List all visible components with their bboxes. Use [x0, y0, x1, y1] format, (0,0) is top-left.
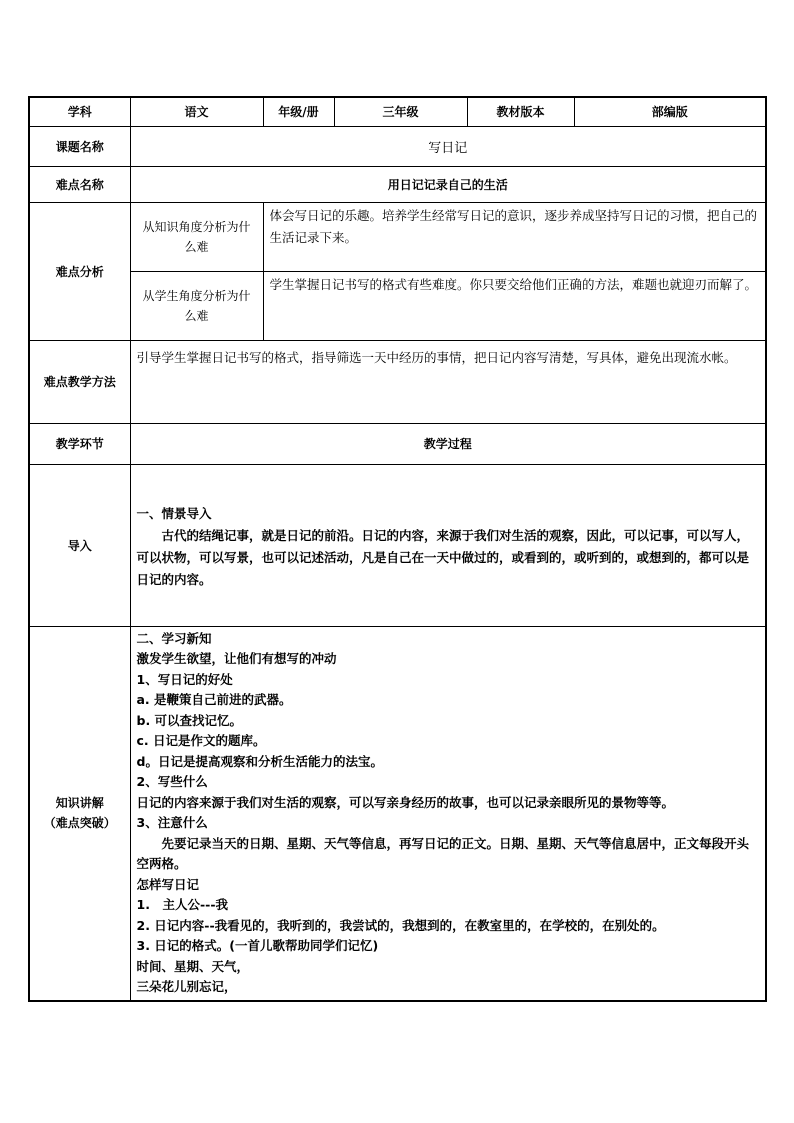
difficulty-label: 难点名称 — [29, 166, 130, 202]
edition-value: 部编版 — [574, 97, 766, 126]
knowledge-line: 3、注意什么 — [136, 815, 208, 830]
subject-label: 学科 — [29, 97, 130, 126]
knowledge-line: 激发学生欲望，让他们有想写的冲动 — [136, 651, 337, 666]
knowledge-line: d。日记是提高观察和分析生活能力的法宝。 — [136, 753, 383, 769]
knowledge-line: 二、学习新知 — [136, 630, 212, 646]
knowledge-label-line2: （难点突破） — [43, 816, 116, 831]
grade-value: 三年级 — [334, 97, 467, 126]
intro-text: 古代的结绳记事，就是日记的前沿。日记的内容，来源于我们对生活的观察，因此，可以记事，可以写人，可以状物，可以写景，也可以记述活动，凡是自己在一天中做过的，或看到的，或听到的，或想到的，都可以是日记的内容。 — [136, 528, 750, 587]
knowledge-line: 1、写日记的好处 — [136, 671, 233, 687]
knowledge-line: b. 可以查找记忆。 — [136, 712, 243, 728]
knowledge-line: 2、写些什么 — [136, 774, 208, 789]
grade-label: 年级/册 — [263, 97, 334, 126]
lesson-plan-document — [28, 96, 765, 1002]
lesson-row — [29, 126, 766, 166]
knowledge-content — [130, 626, 766, 1001]
lesson-label: 课题名称 — [29, 126, 130, 166]
student-angle-text: 学生掌握日记书写的格式有些难度。你只要交给他们正确的方法，难题也就迎刃而解了。 — [263, 271, 766, 340]
knowledge-line: c. 日记是作文的题库。 — [136, 733, 266, 748]
method-row — [29, 340, 766, 423]
knowledge-label — [29, 626, 130, 1001]
knowledge-line: 3. 日记的格式。(一首儿歌帮助同学们记忆) — [136, 938, 379, 953]
knowledge-row — [29, 626, 766, 1001]
header-row — [29, 97, 766, 126]
knowledge-line: 1. 主人公---我 — [136, 897, 229, 912]
knowledge-line: 日记的内容来源于我们对生活的观察，可以写亲身经历的故事，也可以记录亲眼所见的景物等等。 — [136, 794, 675, 810]
knowledge-line: a. 是鞭策自己前进的武器。 — [136, 692, 292, 707]
intro-label: 导入 — [29, 464, 130, 626]
analysis-row-student — [29, 271, 766, 340]
difficulty-row — [29, 166, 766, 202]
lesson-plan-table — [28, 96, 767, 1002]
lesson-value: 写日记 — [130, 126, 766, 166]
edition-label: 教材版本 — [467, 97, 574, 126]
intro-row — [29, 464, 766, 626]
knowledge-indent-text: 先要记录当天的日期、星期、天气等信息，再写日记的正文。日期、星期、天气等信息居中，正文每段开头空两格。 — [136, 835, 750, 871]
method-label: 难点教学方法 — [29, 340, 130, 423]
analysis-label: 难点分析 — [29, 202, 130, 340]
difficulty-value: 用日记记录自己的生活 — [130, 166, 766, 202]
student-angle-label: 从学生角度分析为什么难 — [130, 271, 263, 340]
knowledge-angle-text: 体会写日记的乐趣。培养学生经常写日记的意识，逐步养成坚持写日记的习惯，把自己的生活记录下来。 — [263, 202, 766, 271]
knowledge-line: 时间、星期、天气， — [136, 958, 250, 974]
analysis-row-knowledge — [29, 202, 766, 271]
method-text: 引导学生掌握日记书写的格式，指导筛选一天中经历的事情，把日记内容写清楚，写具体，避免出现流水帐。 — [130, 340, 766, 423]
subject-value: 语文 — [130, 97, 263, 126]
knowledge-line: 三朵花儿别忘记， — [136, 979, 237, 994]
process-value: 教学过程 — [130, 423, 766, 464]
process-header-row — [29, 423, 766, 464]
process-stage-label: 教学环节 — [29, 423, 130, 464]
knowledge-label-line1: 知识讲解 — [55, 796, 104, 811]
intro-heading: 一、情景导入 — [136, 506, 212, 521]
knowledge-line: 2. 日记内容--我看见的，我听到的，我尝试的，我想到的，在教室里的，在学校的，在别处的。 — [136, 917, 665, 933]
intro-content — [130, 464, 766, 626]
knowledge-line: 怎样写日记 — [136, 876, 200, 892]
knowledge-angle-label: 从知识角度分析为什么难 — [130, 202, 263, 271]
